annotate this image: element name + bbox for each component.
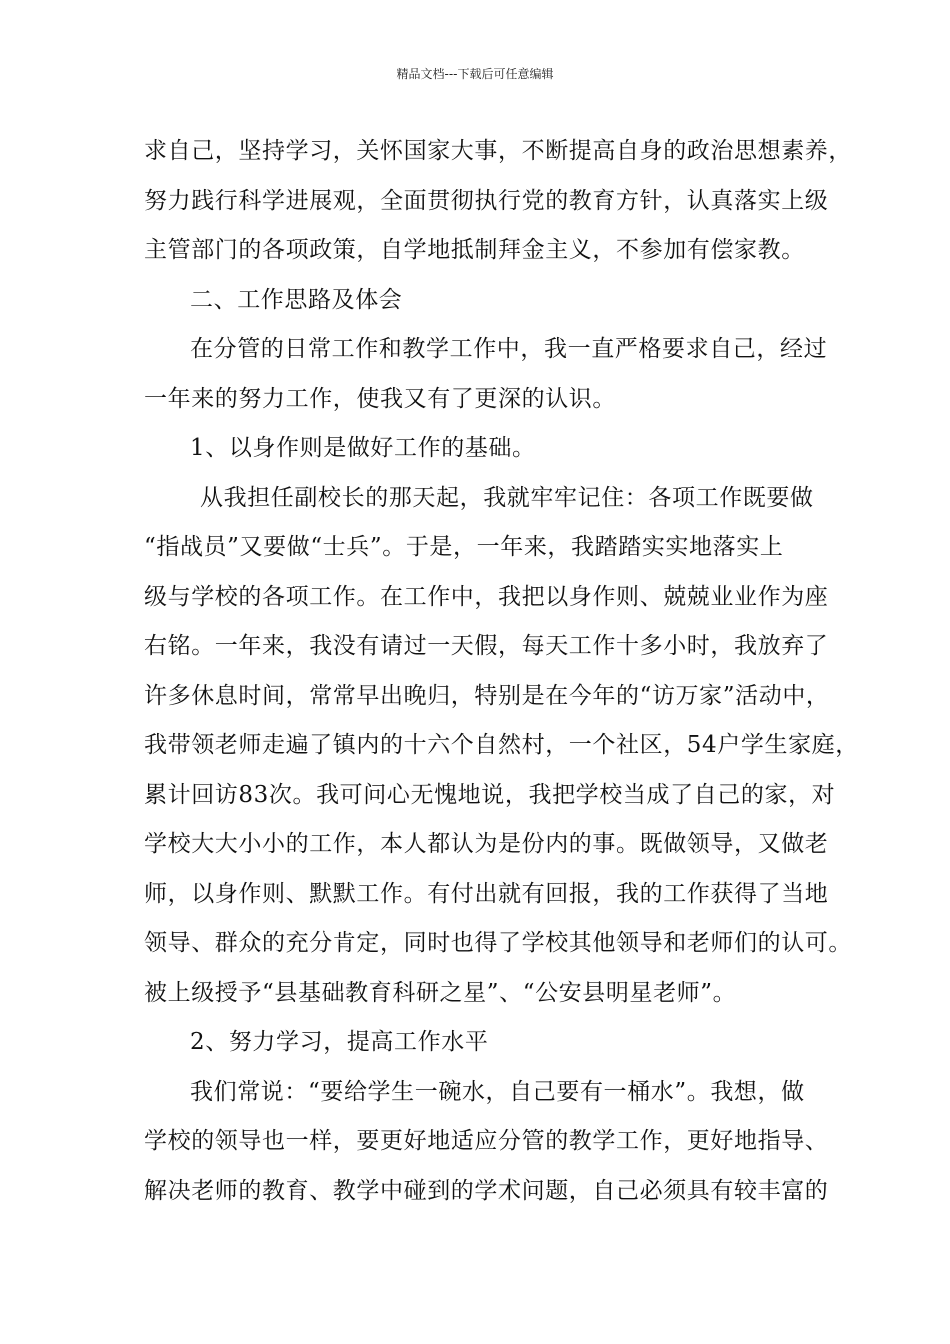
text-line: 解决老师的教育、教学中碰到的学术问题，自己必须具有较丰富的: [144, 1177, 829, 1204]
text-line: 学校的领导也一样，要更好地适应分管的教学工作，更好地指导、: [144, 1128, 829, 1154]
text-line: 级与学校的各项工作。在工作中，我把以身作则、兢兢业业作为座: [144, 583, 829, 610]
text-line: 师，以身作则、默默工作。有付出就有回报，我的工作获得了当地: [144, 880, 829, 907]
text-line: 从我担任副校长的那天起，我就牢牢记住：各项工作既要做: [200, 484, 814, 511]
text-line: 我带领老师走遍了镇内的十六个自然村，一个社区，54户学生家庭，: [144, 732, 859, 758]
body-text: [144, 127, 859, 1216]
text-line: 许多休息时间，常常早出晚归，特别是在今年的“访万家”活动中，: [144, 682, 830, 709]
text-line: 努力践行科学进展观，全面贯彻执行党的教育方针，认真落实上级: [144, 187, 829, 214]
text-line: 一年来的努力工作，使我又有了更深的认识。: [144, 385, 616, 412]
subsection-heading: 1、以身作则是做好工作的基础。: [190, 435, 536, 461]
page-header: 精品文档---下载后可任意编辑: [396, 67, 554, 81]
text-line: 我们常说：“要给学生一碗水，自己要有一桶水”。我想，做: [190, 1078, 805, 1105]
text-line: 学校大大小小的工作，本人都认为是份内的事。既做领导，又做老: [144, 831, 829, 857]
text-line: 求自己，坚持学习，关怀国家大事，不断提高自身的政治思想素养，: [144, 138, 852, 164]
text-line: 领导、群众的充分肯定，同时也得了学校其他领导和老师们的认可。: [144, 930, 852, 956]
text-line: 被上级授予“县基础教育科研之星”、“公安县明星老师”。: [144, 979, 737, 1006]
text-line: 右铭。一年来，我没有请过一天假，每天工作十多小时，我放弃了: [144, 633, 829, 659]
section-heading: 二、工作思路及体会: [190, 286, 403, 313]
text-line: “指战员”又要做“士兵”。于是，一年来，我踏踏实实地落实上: [144, 534, 784, 560]
subsection-heading: 2、努力学习，提高工作水平: [190, 1029, 489, 1055]
text-line: 主管部门的各项政策，自学地抵制拜金主义，不参加有偿家教。: [144, 237, 805, 263]
text-line: 在分管的日常工作和教学工作中，我一直严格要求自己，经过: [190, 336, 828, 362]
text-line: 累计回访83次。我可问心无愧地说，我把学校当成了自己的家，对: [144, 781, 836, 808]
